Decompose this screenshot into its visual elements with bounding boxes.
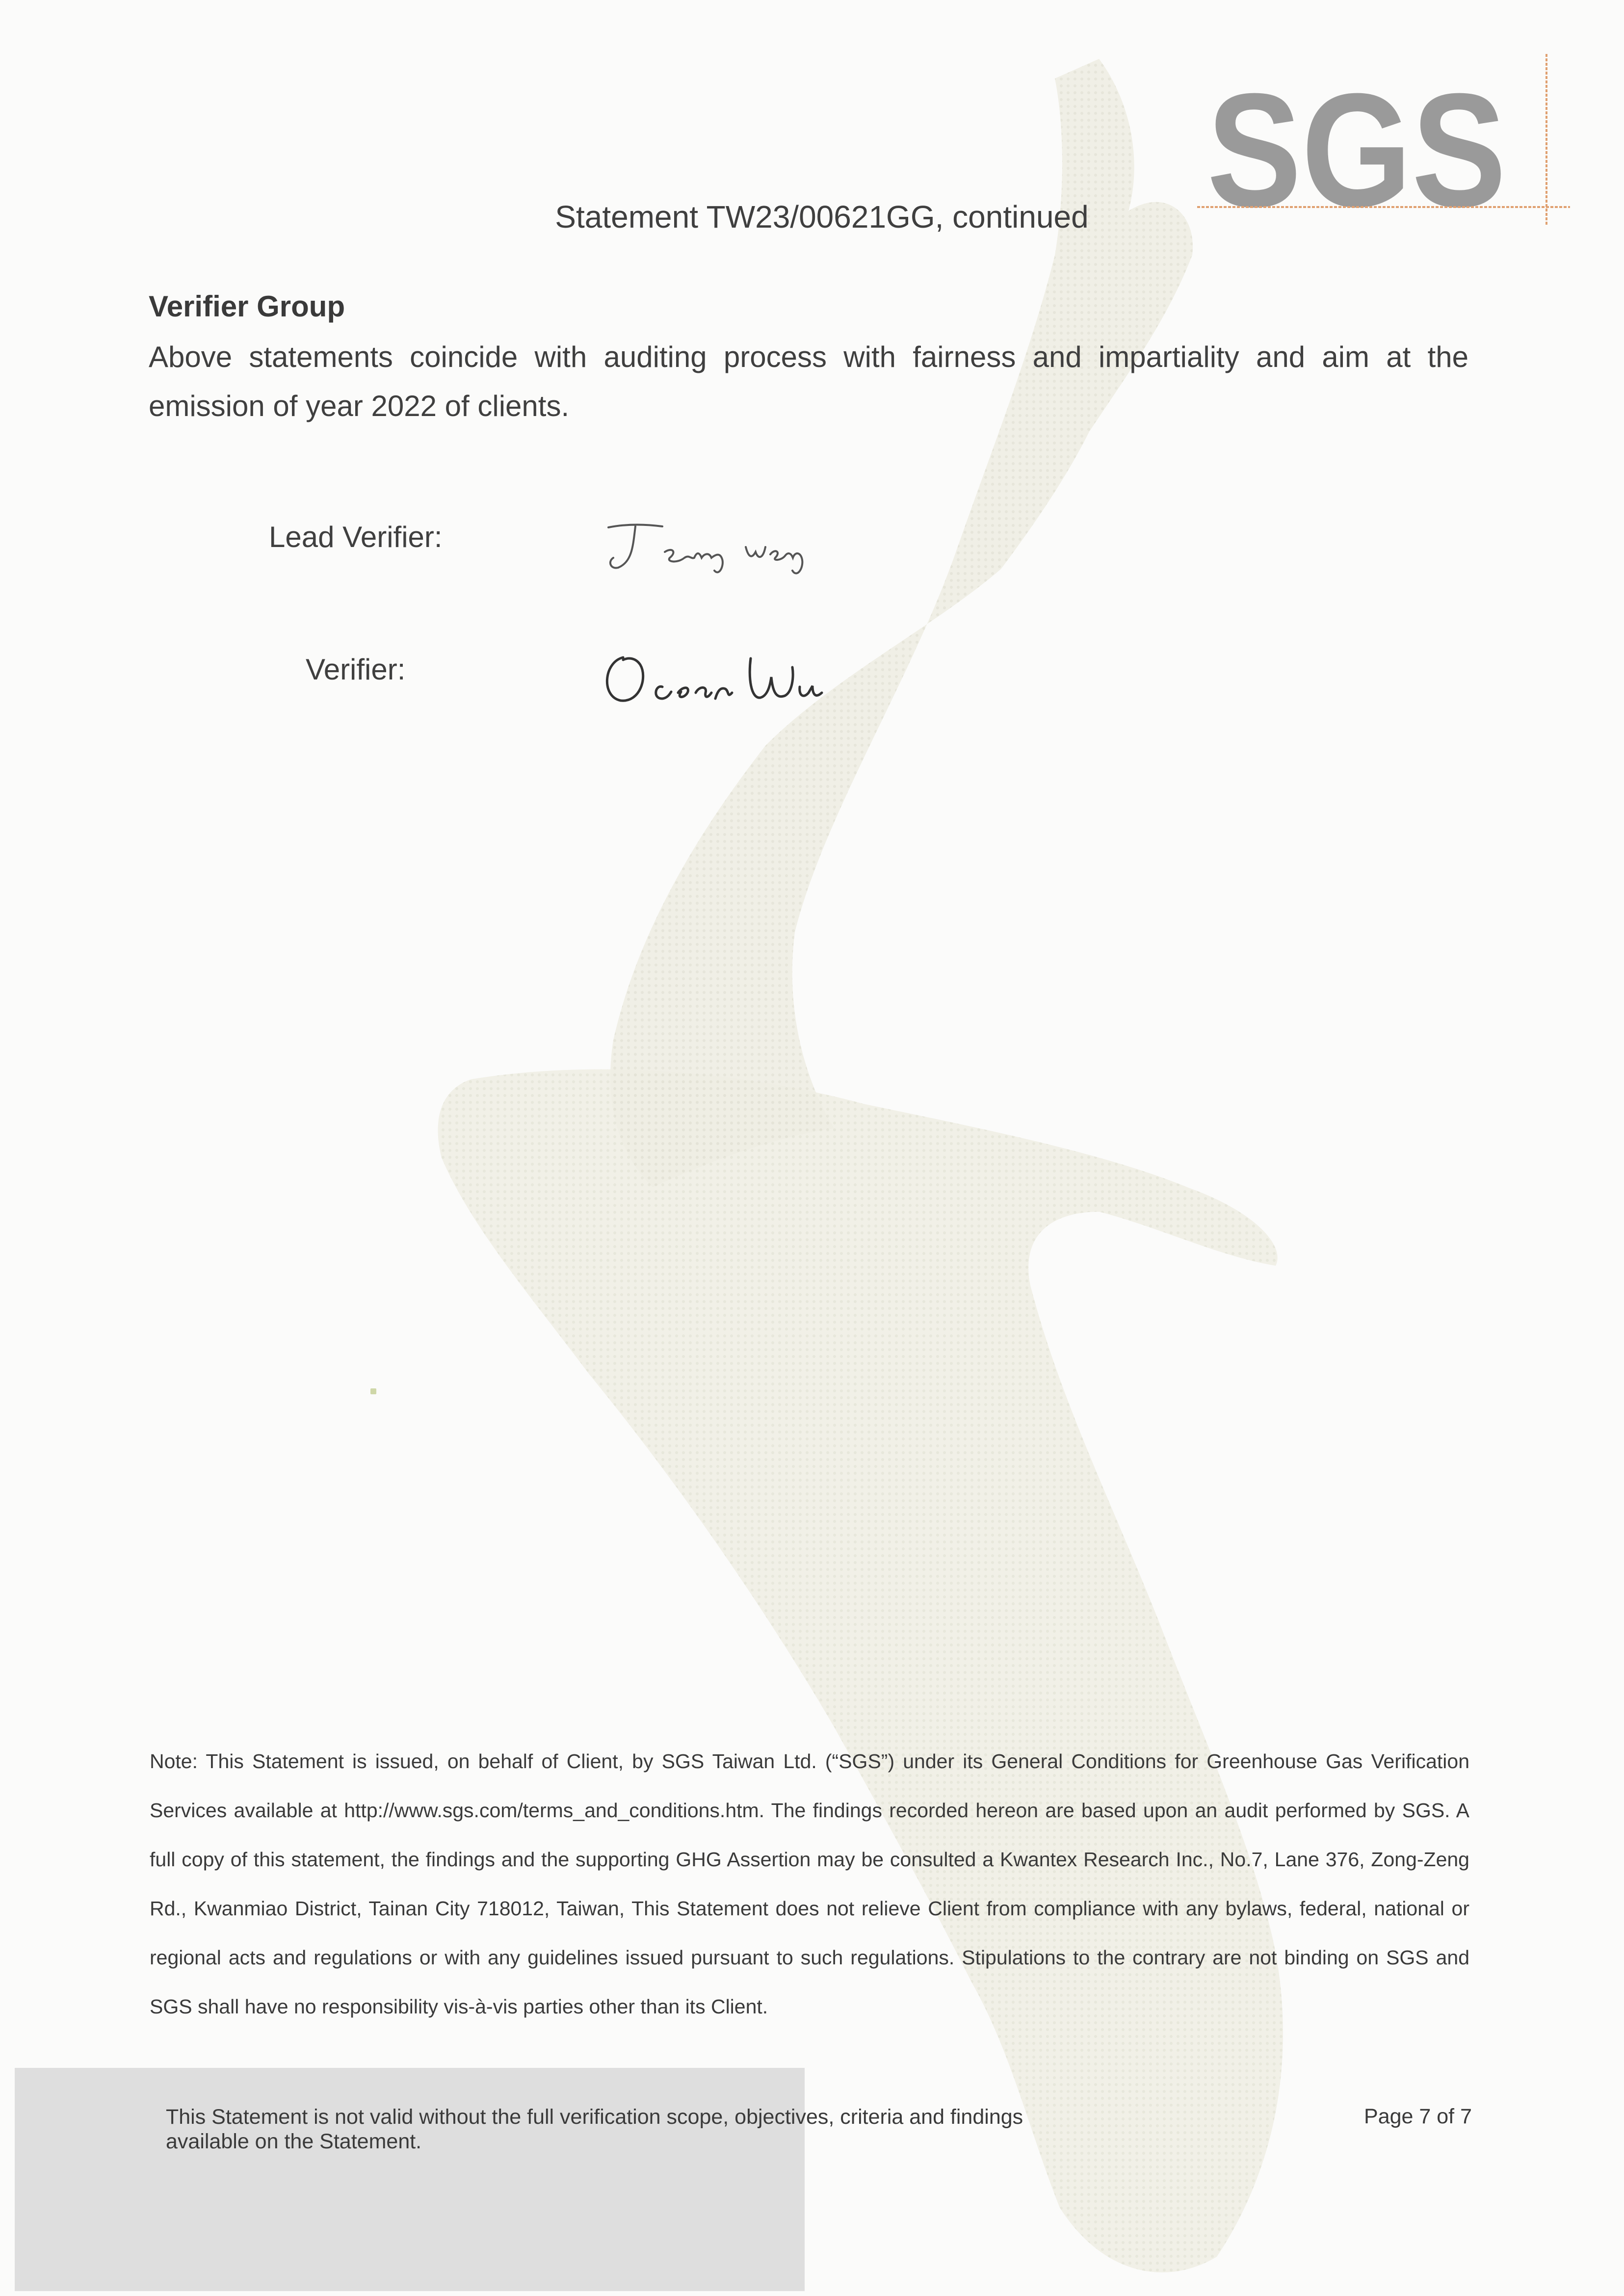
verifier-group-text: Above statements coincide with auditing process with fairness and impartiality and aim at the emission of year 2022 of clients. bbox=[149, 340, 1468, 422]
lead-verifier-signature bbox=[599, 513, 829, 581]
lead-verifier-label: Lead Verifier: bbox=[269, 521, 443, 553]
verifier-group-heading: Verifier Group bbox=[149, 290, 345, 323]
footer-band bbox=[15, 2068, 805, 2291]
verifier-signature bbox=[594, 638, 829, 711]
svg-text:SGS: SGS bbox=[1207, 59, 1506, 226]
sgs-logo bbox=[1197, 49, 1570, 226]
statement-title: Statement TW23/00621GG, continued bbox=[555, 199, 1089, 235]
footer-validity-text: This Statement is not valid without the full verification scope, objectives, criteria and findings available on the Statement. bbox=[166, 2105, 1023, 2153]
verifier-label: Verifier: bbox=[306, 653, 406, 686]
legal-note: Note: This Statement is issued, on behalf of Client, by SGS Taiwan Ltd. (“SGS”) under its General Conditions for Greenhouse Gas Verification Services available at http://www.sgs.com/terms_and_conditions.htm. The findings recorded hereon are based upon an audit performed by SGS. A full copy of this statement, the findings and the supporting GHG Assertion may be consulted a Kwantex Research Inc., No.7, Lane 376, Zong-Zeng Rd., Kwanmiao District, Tainan City 718012, Taiwan, This Statement does not relieve Client from compliance with any bylaws, federal, national or regional acts and regulations or with any guidelines issued pursuant to such regulations. Stipulations to the contrary are not binding on SGS and SGS shall have no responsibility vis-à-vis parties other than its Client. bbox=[150, 1750, 1469, 2018]
page-number: Page 7 of 7 bbox=[1364, 2105, 1472, 2128]
speck bbox=[370, 1388, 376, 1394]
